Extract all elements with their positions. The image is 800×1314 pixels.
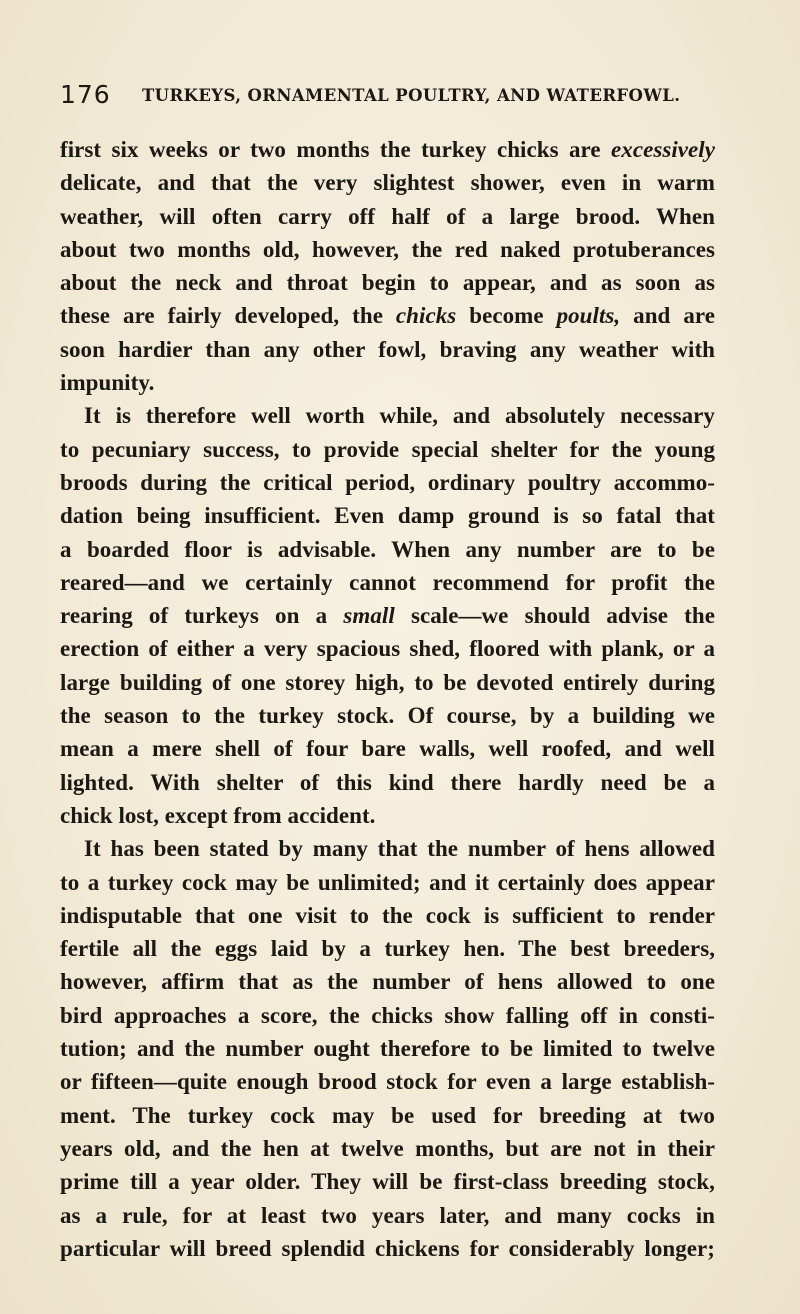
page-number: 176 — [60, 80, 111, 109]
line-text: to pecuniary success, to provide special shelter for the young — [60, 436, 715, 462]
text-line — [60, 1065, 715, 1098]
text-line — [60, 533, 715, 566]
text-line — [60, 1032, 715, 1065]
line-text: the season to the turkey stock. Of course, by a building we — [60, 703, 715, 729]
line-text: particular will breed splendid chickens for considerably longer; — [60, 1235, 715, 1261]
line-text: ment. The turkey cock may be used for breeding at two — [60, 1102, 715, 1128]
text-line — [60, 699, 715, 732]
line-text: large building of one storey high, to be devoted entirely during — [60, 669, 715, 695]
line-text: to a turkey cock may be unlimited; and it certainly does appear — [60, 869, 715, 895]
text-line — [60, 299, 715, 332]
line-text: and are — [620, 303, 716, 329]
text-line — [60, 499, 715, 532]
italic-text: excessively — [611, 137, 715, 162]
text-line — [60, 466, 715, 499]
line-text: years old, and the hen at twelve months, but are not in their — [60, 1135, 715, 1161]
text-line — [60, 333, 715, 366]
line-text: scale—we should advise the — [394, 603, 715, 629]
line-text: these are fairly developed, the — [60, 303, 396, 329]
text-line — [60, 599, 715, 632]
page-header — [60, 80, 700, 120]
text-line — [60, 1165, 715, 1198]
italic-text: chicks — [395, 303, 457, 329]
text-line — [60, 732, 715, 765]
line-text: bird approaches a score, the chicks show falling off in consti- — [60, 1002, 715, 1028]
text-line — [60, 832, 715, 865]
text-line — [60, 632, 715, 665]
line-text: reared—and we certainly cannot recommend for profit the — [60, 569, 715, 595]
line-text: mean a mere shell of four bare walls, well roofed, and well — [60, 736, 715, 762]
line-text: however, affirm that as the number of hens allowed to one — [60, 969, 715, 995]
text-line — [60, 266, 715, 299]
text-line — [60, 866, 715, 899]
line-text: become — [456, 303, 557, 329]
italic-text: small — [343, 603, 395, 629]
body-text — [60, 133, 715, 1265]
text-line — [60, 1099, 715, 1132]
line-text: or fifteen—quite enough brood stock for even a large establish- — [60, 1069, 715, 1095]
text-line — [60, 233, 715, 266]
text-line — [60, 999, 715, 1032]
text-line — [60, 799, 715, 832]
line-text: soon hardier than any other fowl, braving any weather with — [60, 336, 715, 362]
line-text: a boarded floor is advisable. When any number are to be — [60, 536, 715, 562]
line-text: about the neck and throat begin to appear, and as soon as — [60, 270, 715, 296]
line-text: about two months old, however, the red naked protuberances — [60, 236, 715, 262]
line-text: fertile all the eggs laid by a turkey hen. The best breeders, — [60, 936, 715, 962]
text-line — [60, 200, 715, 233]
text-line — [60, 965, 715, 998]
line-text: lighted. With shelter of this kind there hardly need be a — [60, 769, 715, 795]
italic-text: poults, — [556, 303, 621, 329]
line-text: as a rule, for at least two years later, and many cocks in — [60, 1202, 715, 1228]
text-line — [60, 666, 715, 699]
line-text: prime till a year older. They will be first-class breeding stock, — [60, 1169, 715, 1195]
text-line — [60, 399, 715, 432]
text-line — [60, 932, 715, 965]
line-text: broods during the critical period, ordinary poultry accommo- — [60, 469, 715, 495]
text-line — [60, 433, 715, 466]
text-line — [60, 766, 715, 799]
line-text: chick lost, except from accident. — [60, 802, 376, 828]
line-text: weather, will often carry off half of a large brood. When — [60, 203, 715, 229]
line-text: impunity. — [60, 370, 155, 396]
text-line — [60, 133, 715, 166]
running-head: TURKEYS, ORNAMENTAL POULTRY, AND WATERFOWL. — [142, 86, 681, 105]
line-text: It is therefore well worth while, and absolutely necessary — [84, 403, 715, 429]
text-line — [60, 166, 715, 199]
line-text: It has been stated by many that the number of hens allowed — [84, 836, 715, 862]
text-line — [60, 1232, 715, 1265]
line-text: rearing of turkeys on a — [60, 603, 344, 629]
text-line — [60, 1199, 715, 1232]
text-line — [60, 899, 715, 932]
line-text: tution; and the number ought therefore to be limited to twelve — [60, 1036, 715, 1062]
text-line — [60, 366, 715, 399]
line-text: erection of either a very spacious shed, floored with plank, or a — [60, 636, 715, 662]
line-text: dation being insufficient. Even damp ground is so fatal that — [60, 503, 715, 529]
text-line — [60, 1132, 715, 1165]
line-text: indisputable that one visit to the cock is sufficient to render — [60, 902, 715, 928]
line-text: delicate, and that the very slightest shower, even in warm — [60, 170, 715, 196]
line-text: first six weeks or two months the turkey chicks are — [60, 137, 612, 162]
text-line — [60, 566, 715, 599]
